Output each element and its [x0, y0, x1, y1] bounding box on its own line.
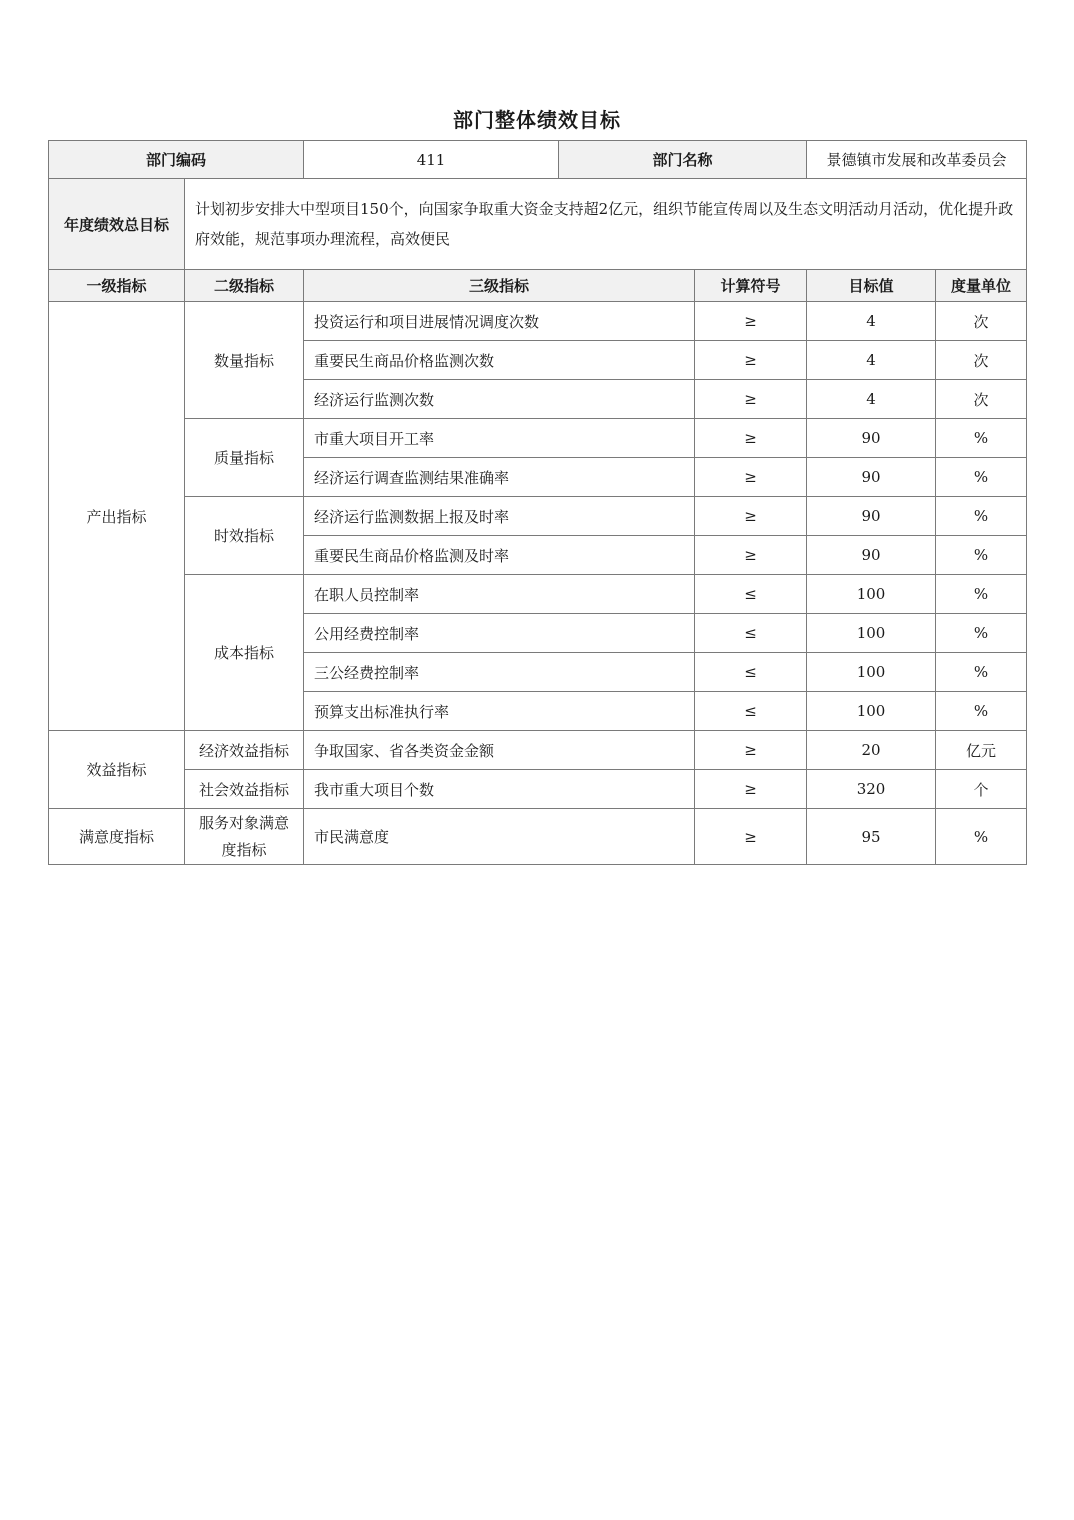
indicator-operator: ≤: [695, 653, 807, 692]
performance-table: [48, 140, 1027, 865]
indicator-target: 4: [807, 380, 936, 419]
indicator-unit: 次: [936, 341, 1027, 380]
indicator-unit: %: [936, 692, 1027, 731]
indicator-target: 4: [807, 341, 936, 380]
indicator-operator: ≥: [695, 341, 807, 380]
indicator-operator: ≥: [695, 458, 807, 497]
indicator-name: 我市重大项目个数: [304, 770, 695, 809]
table-row: [49, 419, 1027, 458]
table-row: [49, 497, 1027, 536]
subgroup-timeliness: 时效指标: [185, 497, 304, 575]
table-row: [49, 809, 1027, 865]
indicator-operator: ≥: [695, 731, 807, 770]
indicator-operator: ≥: [695, 536, 807, 575]
dept-code-value: 411: [304, 141, 559, 179]
table-row: [49, 302, 1027, 341]
header-operator: 计算符号: [695, 270, 807, 302]
indicator-name: 重要民生商品价格监测及时率: [304, 536, 695, 575]
page-title: 部门整体绩效目标: [453, 108, 621, 132]
indicator-name: 预算支出标准执行率: [304, 692, 695, 731]
subgroup-social: 社会效益指标: [185, 770, 304, 809]
indicator-name: 在职人员控制率: [304, 575, 695, 614]
indicator-unit: %: [936, 809, 1027, 865]
indicator-target: 20: [807, 731, 936, 770]
indicator-operator: ≤: [695, 575, 807, 614]
header-unit: 度量单位: [936, 270, 1027, 302]
table-row: [49, 770, 1027, 809]
indicator-unit: 个: [936, 770, 1027, 809]
indicator-name: 经济运行监测次数: [304, 380, 695, 419]
group-satisfaction: 满意度指标: [49, 809, 185, 865]
group-output: 产出指标: [49, 302, 185, 731]
indicator-target: 100: [807, 653, 936, 692]
header-level1: 一级指标: [49, 270, 185, 302]
indicator-unit: %: [936, 614, 1027, 653]
indicator-operator: ≥: [695, 419, 807, 458]
indicator-name: 经济运行调查监测结果准确率: [304, 458, 695, 497]
indicator-unit: %: [936, 653, 1027, 692]
header-level3: 三级指标: [304, 270, 695, 302]
indicator-unit: %: [936, 458, 1027, 497]
dept-name-value: 景德镇市发展和改革委员会: [807, 141, 1027, 179]
indicator-unit: %: [936, 497, 1027, 536]
indicator-target: 90: [807, 419, 936, 458]
indicator-operator: ≥: [695, 809, 807, 865]
indicator-name: 重要民生商品价格监测次数: [304, 341, 695, 380]
indicator-unit: %: [936, 419, 1027, 458]
indicator-operator: ≤: [695, 692, 807, 731]
subgroup-quality: 质量指标: [185, 419, 304, 497]
subgroup-cost: 成本指标: [185, 575, 304, 731]
indicator-name: 市重大项目开工率: [304, 419, 695, 458]
dept-name-label: 部门名称: [559, 141, 807, 179]
indicator-unit: 次: [936, 380, 1027, 419]
indicator-unit: %: [936, 575, 1027, 614]
indicator-target: 4: [807, 302, 936, 341]
header-level2: 二级指标: [185, 270, 304, 302]
indicator-name: 经济运行监测数据上报及时率: [304, 497, 695, 536]
indicator-unit: 次: [936, 302, 1027, 341]
indicator-target: 100: [807, 614, 936, 653]
indicator-name: 投资运行和项目进展情况调度次数: [304, 302, 695, 341]
indicator-name: 市民满意度: [304, 809, 695, 865]
table-row: [49, 575, 1027, 614]
indicator-operator: ≤: [695, 614, 807, 653]
table-row: [49, 731, 1027, 770]
indicator-target: 100: [807, 692, 936, 731]
indicator-name: 争取国家、省各类资金金额: [304, 731, 695, 770]
annual-goal-text: 计划初步安排大中型项目150个，向国家争取重大资金支持超2亿元，组织节能宣传周以及生态文明活动月活动，优化提升政府效能，规范事项办理流程，高效便民: [185, 179, 1027, 270]
indicator-operator: ≥: [695, 770, 807, 809]
annual-goal-label: 年度绩效总目标: [49, 179, 185, 270]
indicator-target: 90: [807, 458, 936, 497]
subgroup-economic: 经济效益指标: [185, 731, 304, 770]
indicator-target: 320: [807, 770, 936, 809]
indicator-operator: ≥: [695, 497, 807, 536]
indicator-unit: %: [936, 536, 1027, 575]
indicator-target: 90: [807, 497, 936, 536]
header-target: 目标值: [807, 270, 936, 302]
subgroup-quantity: 数量指标: [185, 302, 304, 419]
indicator-name: 三公经费控制率: [304, 653, 695, 692]
indicator-header-row: [49, 270, 1027, 302]
subgroup-service: 服务对象满意度指标: [185, 809, 304, 865]
indicator-target: 100: [807, 575, 936, 614]
dept-code-label: 部门编码: [49, 141, 304, 179]
indicator-target: 95: [807, 809, 936, 865]
group-benefit: 效益指标: [49, 731, 185, 809]
annual-goal-row: [49, 179, 1027, 270]
indicator-name: 公用经费控制率: [304, 614, 695, 653]
indicator-operator: ≥: [695, 302, 807, 341]
indicator-unit: 亿元: [936, 731, 1027, 770]
indicator-target: 90: [807, 536, 936, 575]
indicator-operator: ≥: [695, 380, 807, 419]
dept-info-row: [49, 141, 1027, 179]
